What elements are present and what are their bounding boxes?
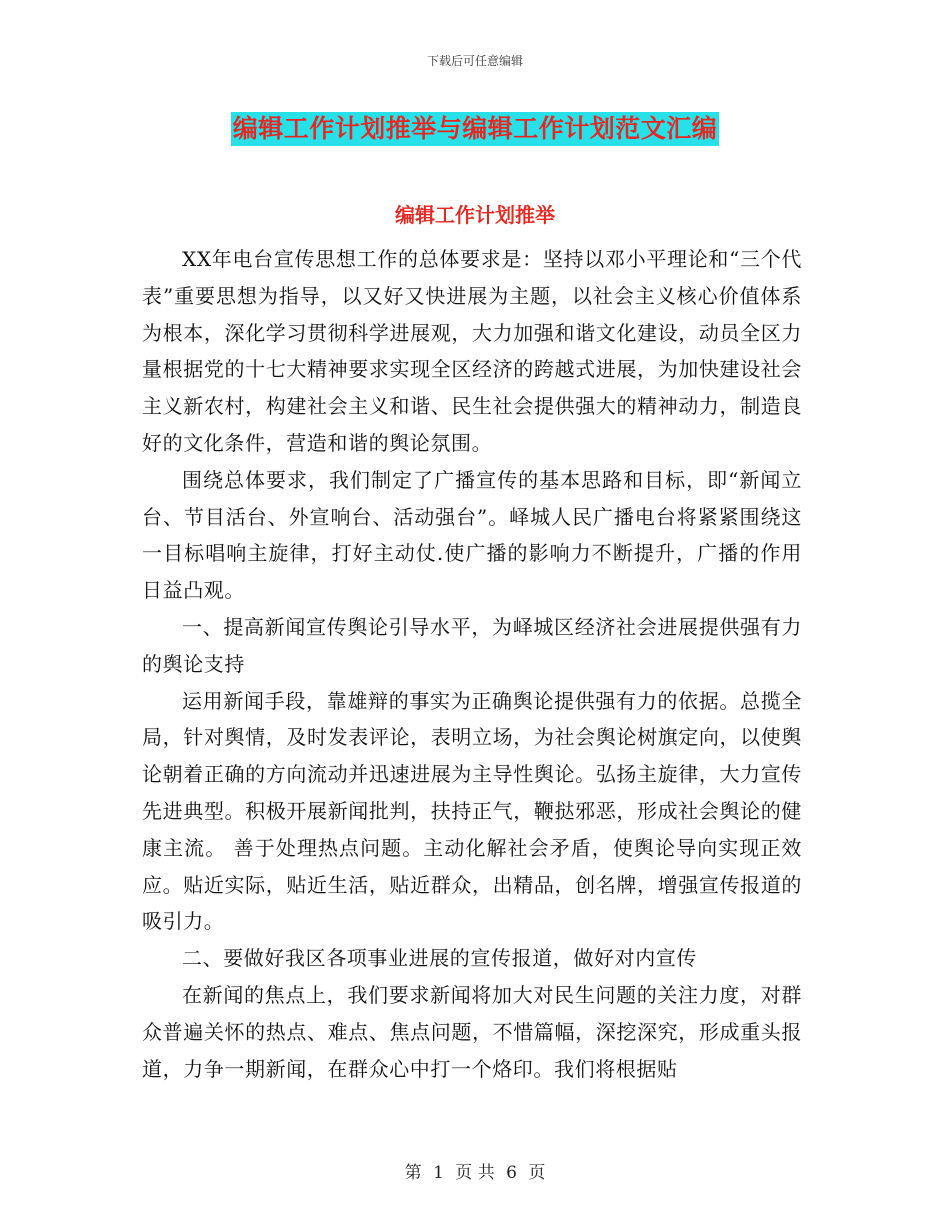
page-prefix: 第 — [404, 1163, 422, 1183]
paragraph: 在新闻的焦点上，我们要求新闻将加大对民生问题的关注力度，对群众普遍关怀的热点、难点、焦点问题，不惜篇幅，深挖深究，形成重头报道，力争一期新闻，在群众心中打一个烙印。我们将根据贴 — [142, 982, 802, 1081]
page-current: 1 — [433, 1163, 444, 1183]
page-number — [0, 1158, 950, 1183]
header-note: 下载后可任意编辑 — [426, 54, 523, 68]
paragraph: 运用新闻手段，靠雄辩的事实为正确舆论提供强有力的依据。总揽全局，针对舆情，及时发表评论，表明立场，为社会舆论树旗定向，以使舆论朝着正确的方向流动并迅速进展为主导性舆论。弘扬主旋律，大力宣传先进典型。积极开展新闻批判，扶持正气，鞭挞邪恶，形成社会舆论的健康主流。 善于处理热点问题。主动化解社会矛盾，使舆论导向实现正效应。贴近实际，贴近生活，贴近群众，出精品，创名牌，增强宣传报道的吸引力。 — [142, 688, 802, 934]
section-title: 编辑工作计划推举 — [395, 203, 555, 227]
main-title: 编辑工作计划推举与编辑工作计划范文汇编 — [231, 112, 720, 146]
paragraph: 围绕总体要求，我们制定了广播宣传的基本思路和目标，即“新闻立台、节目活台、外宣响台、活动强台”。峄城人民广播电台将紧紧围绕这一目标唱响主旋律，打好主动仗.使广播的影响力不断提升，广播的作用日益凸观。 — [142, 467, 802, 603]
page-total: 6 — [506, 1163, 517, 1183]
document-body — [142, 241, 802, 1087]
page-suffix: 页 — [528, 1163, 546, 1183]
main-title-container — [0, 112, 950, 146]
page-middle: 页 共 — [455, 1163, 495, 1183]
paragraph: XX年电台宣传思想工作的总体要求是：坚持以邓小平理论和“三个代表”重要思想为指导，以又好又快进展为主题，以社会主义核心价值体系为根本，深化学习贯彻科学进展观，大力加强和谐文化建设，动员全区力量根据党的十七大精神要求实现全区经济的跨越式进展，为加快建设社会主义新农村，构建社会主义和谐、民生社会提供强大的精神动力，制造良好的文化条件，营造和谐的舆论氛围。 — [142, 247, 802, 455]
paragraph-heading: 二、要做好我区各项事业进展的宣传报道，做好对内宣传 — [182, 946, 697, 971]
paragraph-heading: 一、提高新闻宣传舆论引导水平，为峄城区经济社会进展提供强有力的舆论支持 — [142, 614, 802, 676]
